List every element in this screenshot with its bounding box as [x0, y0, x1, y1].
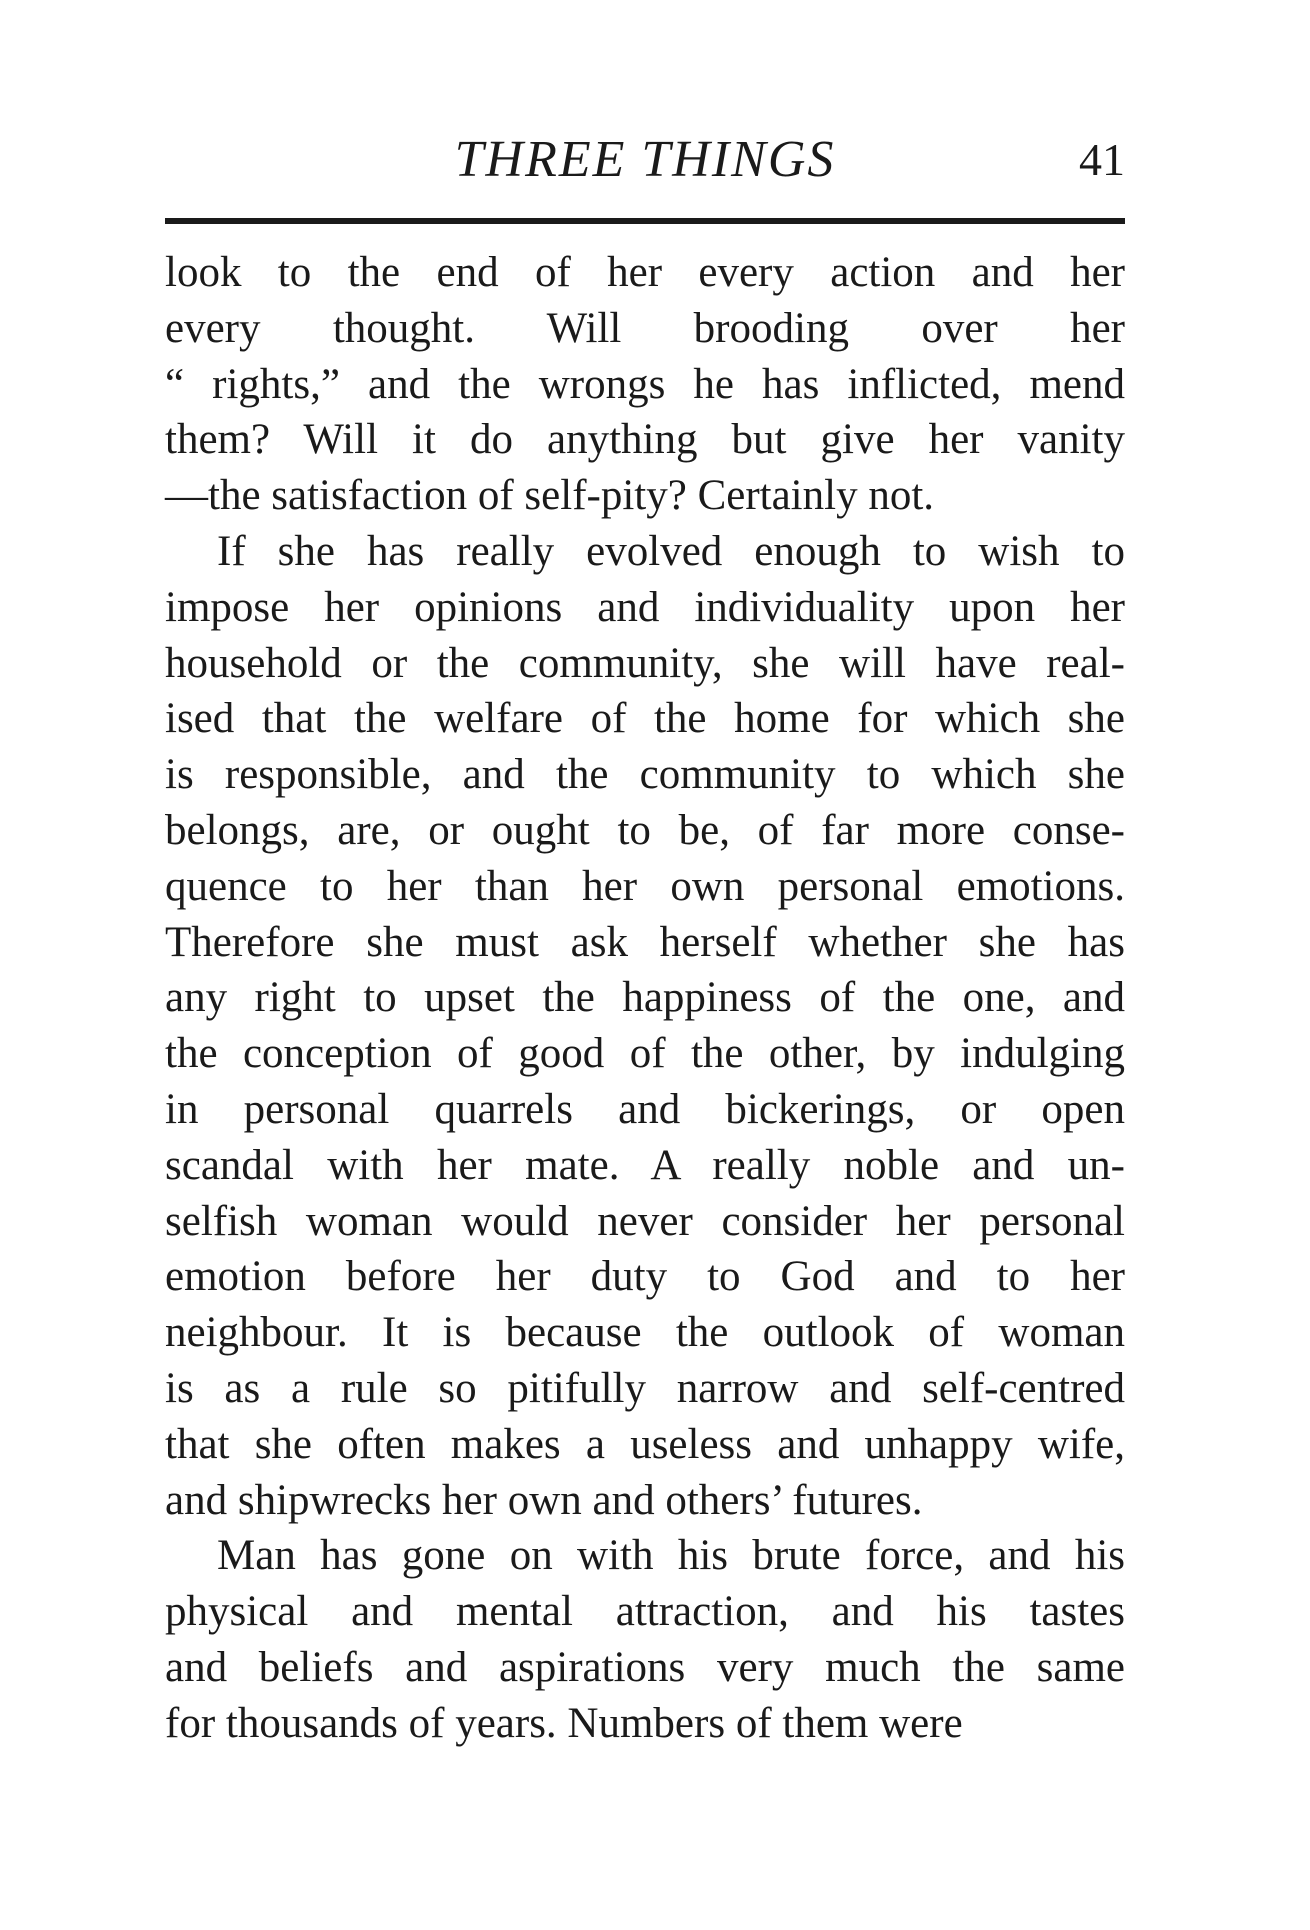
- text-line: for thousands of years. Numbers of them were: [165, 1699, 963, 1747]
- text-line: Therefore she must ask herself whether she has: [165, 918, 1125, 966]
- running-head: [165, 130, 1125, 190]
- text-line: selfish woman would never consider her personal: [165, 1197, 1125, 1245]
- body-text: [165, 245, 1125, 1752]
- text-line: physical and mental attraction, and his tastes: [165, 1588, 1125, 1636]
- text-line: belongs, are, or ought to be, of far more conse-: [165, 806, 1125, 854]
- text-line: —the satisfaction of self-pity? Certainly not.: [165, 472, 935, 520]
- text-line: household or the community, she will have real-: [165, 639, 1125, 687]
- text-line: every thought. Will brooding over her: [165, 304, 1125, 352]
- text-line: emotion before her duty to God and to her: [165, 1253, 1125, 1301]
- running-title: THREE THINGS: [454, 131, 836, 188]
- text-line: ised that the welfare of the home for which she: [165, 695, 1125, 743]
- text-line: “ rights,” and the wrongs he has inflicted, mend: [165, 360, 1125, 408]
- paragraph: [165, 245, 1125, 524]
- text-line: in personal quarrels and bickerings, or open: [165, 1085, 1125, 1133]
- text-line: impose her opinions and individuality upon her: [165, 583, 1125, 631]
- header-rule: [165, 218, 1125, 224]
- text-line: the conception of good of the other, by indulging: [165, 1030, 1125, 1078]
- text-line: is responsible, and the community to which she: [165, 751, 1125, 799]
- text-line: is as a rule so pitifully narrow and self-centred: [165, 1364, 1125, 1412]
- text-line: and beliefs and aspirations very much the same: [165, 1643, 1125, 1691]
- text-line: any right to upset the happiness of the one, and: [165, 974, 1125, 1022]
- text-line: scandal with her mate. A really noble and un-: [165, 1141, 1125, 1189]
- text-line: quence to her than her own personal emotions.: [165, 862, 1125, 910]
- text-line: Man has gone on with his brute force, and his: [217, 1532, 1125, 1580]
- text-line: If she has really evolved enough to wish to: [217, 527, 1125, 575]
- text-line: look to the end of her every action and her: [165, 249, 1125, 296]
- text-line: them? Will it do anything but give her vanity: [165, 416, 1125, 464]
- paragraph: [165, 1528, 1125, 1751]
- paragraph: [165, 524, 1125, 1528]
- text-line: and shipwrecks her own and others’ futures.: [165, 1476, 923, 1524]
- text-line: neighbour. It is because the outlook of woman: [165, 1309, 1125, 1357]
- page-number: 41: [1079, 134, 1125, 185]
- text-line: that she often makes a useless and unhappy wife,: [165, 1420, 1125, 1468]
